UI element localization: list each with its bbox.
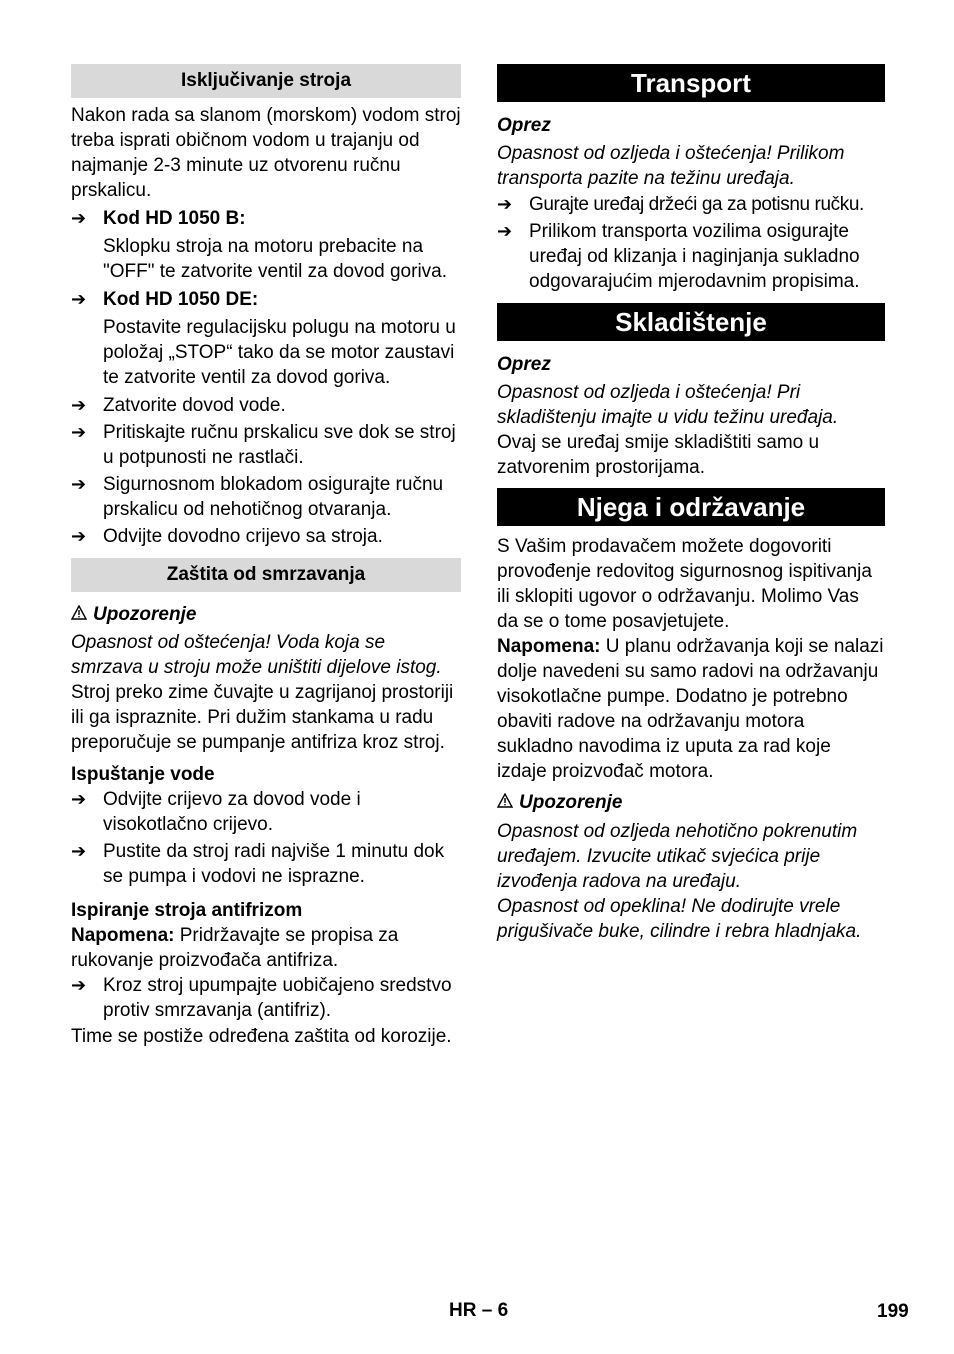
caution-text: Opasnost od ozljeda i oštećenja! Prilikom transporta pazite na težinu uređaja. (497, 143, 845, 189)
note-text: U planu održavanja koji se nalazi dolje navedeni su samo radovi na održavanju visokotlačne pumpe. Dodatno je potrebno obaviti radove na održavanju motora sukladno navodima iz uputa za rad koje izdaje proizvođač motora. (497, 636, 884, 782)
list-item-text: Odvijte dovodno crijevo sa stroja. (103, 526, 383, 547)
arrow-right-icon: ➔ (71, 208, 87, 228)
subheading-antifreeze: Ispiranje stroja antifrizom (71, 900, 303, 921)
arrow-right-icon: ➔ (71, 789, 87, 809)
warning-label (497, 790, 885, 815)
list-item-text: Prilikom transporta vozilima osigurajte uređaj od klizanja i naginjanja sukladno odgovarajućim mjerodavnim propisima. (529, 221, 860, 292)
list-item-title: Kod HD 1050 B: (103, 208, 246, 229)
note-paragraph (497, 634, 885, 784)
paragraph: Ovaj se uređaj smije skladištiti samo u zatvorenim prostorijama. (497, 432, 820, 478)
list-item-text: Zatvorite dovod vode. (103, 395, 286, 416)
arrow-right-icon: ➔ (71, 975, 87, 995)
warning-text: Opasnost od oštećenja! Voda koja se smrzava u stroju može uništiti dijelove istog. (71, 632, 442, 678)
warning-text: Opasnost od opeklina! Ne dodirujte vrele prigušivače buke, cilindre i rebra hladnjaka. (497, 896, 862, 942)
paragraph: Stroj preko zime čuvajte u zagrijanoj prostoriji ili ga ispraznite. Pri dužim stankama u radu preporučuje se pumpanje antifriza kroz stroj. (71, 682, 454, 753)
paragraph: S Vašim prodavačem možete dogovoriti provođenje redovitog sigurnosnog ispitivanja ili sklopiti ugovor o održavanju. Molimo Vas da se o tome posavjetujete. (497, 536, 872, 632)
paragraph: Time se postiže određena zaštita od korozije. (71, 1026, 452, 1047)
list-item-text: Gurajte uređaj držeći ga za potisnu ručku. (529, 194, 864, 215)
warning-label (71, 602, 461, 627)
note-label: Napomena: (497, 636, 601, 657)
list-item (71, 787, 461, 837)
list-item (71, 393, 461, 418)
arrow-right-icon: ➔ (71, 395, 87, 415)
note-paragraph (71, 923, 461, 973)
caution-text: Opasnost od ozljeda i oštećenja! Pri skladištenju imajte u vidu težinu uređaja. (497, 382, 839, 428)
list-item-text: Pritiskajte ručnu prskalicu sve dok se stroj u potpunosti ne rastlači. (103, 422, 456, 468)
warning-triangle-icon (71, 602, 93, 627)
warning-label-text: Upozorenje (519, 792, 623, 813)
list-item-text: Odvijte crijevo za dovod vode i visokotlačno crijevo. (103, 789, 361, 835)
section-heading-care: Njega i održavanje (497, 488, 885, 526)
list-item (71, 973, 461, 1023)
left-column (71, 64, 461, 1049)
arrow-right-icon: ➔ (497, 194, 512, 214)
section-page-label: HR – 6 (449, 1300, 509, 1321)
page-number: 199 (877, 1301, 909, 1322)
list-item (71, 839, 461, 889)
list-item (71, 287, 461, 312)
caution-label: Oprez (497, 115, 551, 136)
arrow-right-icon: ➔ (71, 289, 87, 309)
warning-label-text: Upozorenje (93, 604, 197, 625)
list-item (71, 206, 461, 231)
right-column (497, 64, 885, 944)
note-text: Pridržavajte se propisa za rukovanje proizvođača antifriza. (71, 925, 399, 971)
warning-triangle-icon (497, 790, 519, 815)
list-item-text: Postavite regulacijsku polugu na motoru u položaj „STOP“ tako da se motor zaustavi te zatvorite ventil za dovod goriva. (103, 317, 456, 388)
section-heading-frost: Zaštita od smrzavanja (71, 558, 461, 592)
list-item-text: Kroz stroj upumpajte uobičajeno sredstvo protiv smrzavanja (antifriz). (103, 975, 452, 1021)
arrow-right-icon: ➔ (71, 474, 87, 494)
list-item (497, 192, 885, 217)
list-item-text: Pustite da stroj radi najviše 1 minutu dok se pumpa i vodovi ne isprazne. (103, 841, 445, 887)
list-item-text: Sigurnosnom blokadom osigurajte ručnu prskalicu od nehotičnog otvaranja. (103, 474, 444, 520)
list-item (71, 420, 461, 470)
arrow-right-icon: ➔ (71, 841, 87, 861)
section-heading-storage: Skladištenje (497, 303, 885, 341)
arrow-right-icon: ➔ (497, 221, 513, 241)
list-item (71, 472, 461, 522)
section-heading-transport: Transport (497, 64, 885, 102)
list-item (71, 524, 461, 549)
warning-text: Opasnost od ozljeda nehotično pokrenutim uređajem. Izvucite utikač svjećica prije izvođenja radova na uređaju. (497, 821, 858, 892)
list-item-text: Sklopku stroja na motoru prebacite na "OFF" te zatvorite ventil za dovod goriva. (103, 236, 448, 282)
list-item (497, 219, 885, 294)
section-heading-shutdown: Isključivanje stroja (71, 64, 461, 98)
subheading-drain: Ispuštanje vode (71, 764, 215, 785)
note-label: Napomena: (71, 925, 175, 946)
list-item-title: Kod HD 1050 DE: (103, 289, 259, 310)
paragraph: Nakon rada sa slanom (morskom) vodom stroj treba isprati običnom vodom u trajanju od najmanje 2-3 minute uz otvorenu ručnu prskalicu. (71, 105, 461, 201)
arrow-right-icon: ➔ (71, 526, 87, 546)
arrow-right-icon: ➔ (71, 422, 87, 442)
caution-label: Oprez (497, 354, 551, 375)
